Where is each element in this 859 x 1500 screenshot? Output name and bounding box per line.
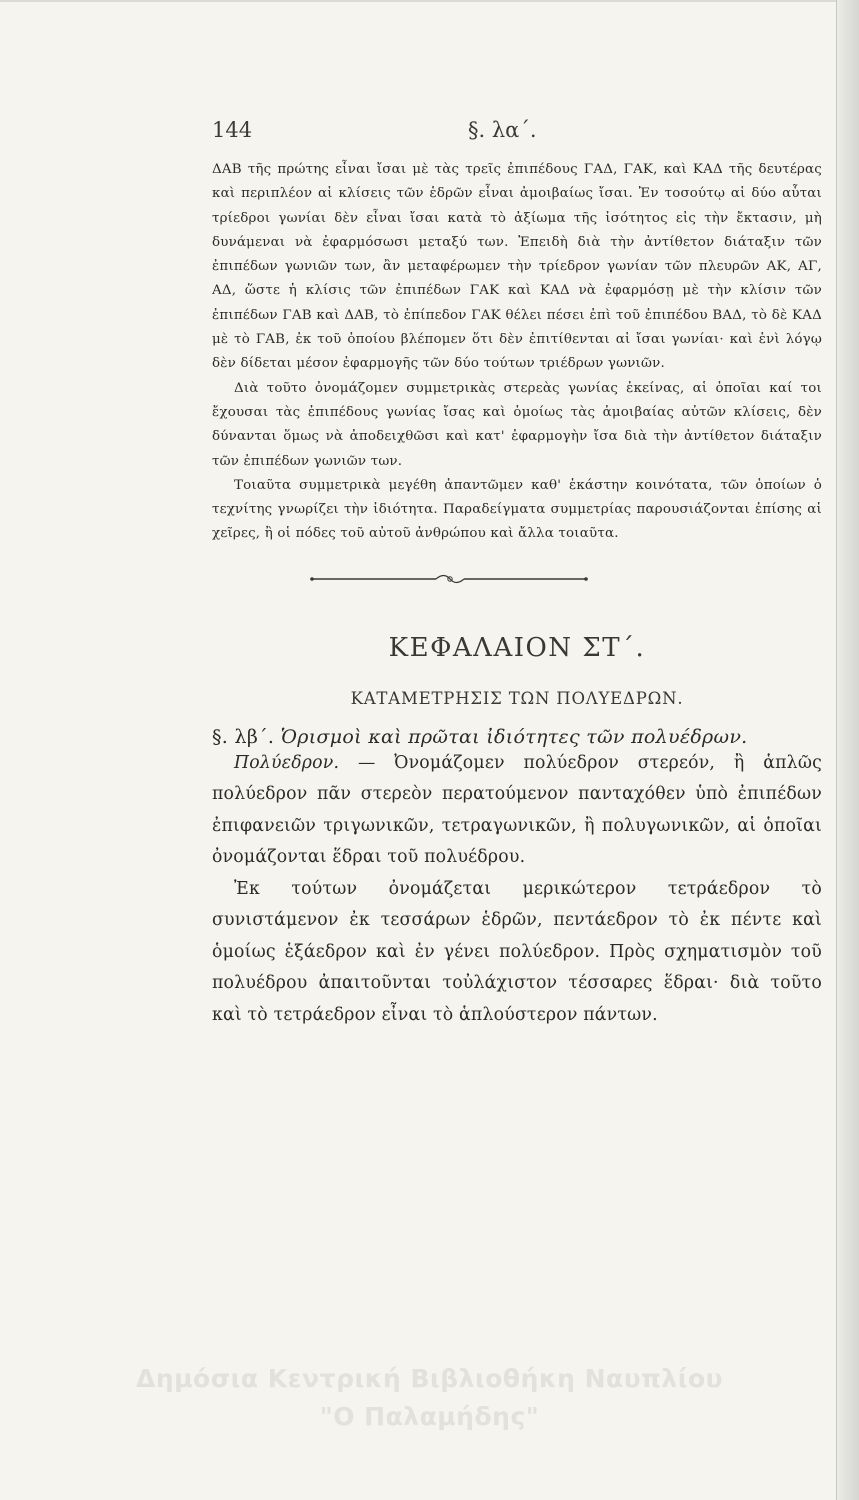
section-mark: §. λα΄. bbox=[468, 118, 537, 142]
page-top-edge bbox=[0, 0, 837, 2]
book-page bbox=[212, 118, 822, 1031]
page-number: 144 bbox=[212, 118, 253, 142]
library-watermark: Δημόσια Κεντρική Βιβλιοθήκη Ναυπλίου bbox=[135, 1364, 724, 1393]
chapter-subtitle: ΚΑΤΑΜΕΤΡΗΣΙΣ ΤΩΝ ΠΟΛΥΕΔΡΩΝ. bbox=[350, 688, 684, 708]
paragraph: Τοιαῦτα συμμετρικὰ μεγέθη ἀπαντῶμεν καθ' ἑκάστην κοινότατα, τῶν ὁποίων ὁ τεχνίτης γνωρίζει τὴν ἰδιότητα. Παραδείγματα συμμετρίας παρουσιάζονται ἐπίσης αἱ χεῖρες, ἢ οἱ πόδες τοῦ αὐτοῦ ἀνθρώπου καὶ ἄλλα τοιαῦτα. bbox=[212, 477, 822, 542]
section-heading bbox=[212, 726, 822, 748]
library-watermark: "Ο Παλαμήδης" bbox=[319, 1402, 540, 1431]
paragraph-text: Ἐκ τούτων ὀνομάζεται μερικώτερον τετράεδρον τὸ συνιστάμενον ἐκ τεσσάρων ἑδρῶν, πεντάεδρον τὸ ἐκ πέντε καὶ ὁμοίως ἑξάεδρον καὶ ἐν γένει πολύεδρον. Πρὸς σχηματισμὸν τοῦ πολυέδρου ἀπαιτοῦνται τοὐλάχιστον τέσσαρες ἕδραι· διὰ τοῦτο καὶ τὸ τετράεδρον εἶναι τὸ ἁπλούστερον πάντων. bbox=[212, 878, 822, 1025]
page-edge-shadow bbox=[837, 0, 859, 1500]
paragraph bbox=[212, 748, 822, 874]
term: Πολύεδρον. bbox=[234, 752, 340, 773]
paragraph-text: — Ὀνομάζομεν πολύεδρον στερεόν, ἢ ἁπλῶς πολύεδρον πᾶν στερεὸν περατούμενον πανταχόθεν ὑπὸ ἐπιπέδων ἐπιφανειῶν τριγωνικῶν, τετραγωνικῶν, ἢ πολυγωνικῶν, αἱ ὁποῖαι ὀνομάζονται ἕδραι τοῦ πολυέδρου. bbox=[212, 752, 822, 868]
ornament-divider bbox=[212, 569, 822, 593]
running-head bbox=[212, 118, 822, 158]
paragraph: Διὰ τοῦτο ὀνομάζομεν συμμετρικὰς στερεὰς γωνίας ἐκείνας, αἱ ὁποῖαι καί τοι ἔχουσαι τὰς ἐπιπέδους γωνίας ἴσας καὶ ὁμοίως τὰς ἀμοιβαίας αὐτῶν κλίσεις, δὲν δύνανται ὅμως νὰ ἀποδειχθῶσι καὶ κατ' ἐφαρμογὴν ἴσα διὰ τὴν ἀντίθετον διάταξιν τῶν ἐπιπέδων γωνιῶν των. bbox=[212, 380, 822, 469]
section-symbol: §. λβ΄. bbox=[212, 725, 275, 748]
chapter-title: ΚΕΦΑΛΑΙΟΝ ΣΤ΄. bbox=[388, 632, 646, 663]
section-heading-text: Ὁρισμοὶ καὶ πρῶται ἰδιότητες τῶν πολυέδρων. bbox=[280, 725, 748, 748]
paragraph: ΔΑΒ τῆς πρώτης εἶναι ἴσαι μὲ τὰς τρεῖς ἐπιπέδους ΓΑΔ, ΓΑΚ, καὶ ΚΑΔ τῆς δευτέρας καὶ περιπλέον αἱ κλίσεις τῶν ἑδρῶν εἶναι ἀμοιβαίως ἴσαι. Ἐν τοσούτῳ αἱ δύο αὗται τρίεδροι γωνίαι δὲν εἶναι ἴσαι κατὰ τὸ ἀξίωμα τῆς ἰσότητος εἰς τὴν ἔκτασιν, μὴ δυνάμεναι νὰ ἐφαρμόσωσι μεταξύ των. Ἐπειδὴ διὰ τὴν ἀντίθετον διάταξιν τῶν ἐπιπέδων γωνιῶν των, ἂν μεταφέρωμεν τὴν τρίεδρον γωνίαν τῶν πλευρῶν ΑΚ, ΑΓ, ΑΔ, ὥστε ἡ κλίσις τῶν ἐπιπέδων ΓΑΚ καὶ ΚΑΔ νὰ ἐφαρμόσῃ μὲ τὴν κλίσιν τῶν ἐπιπέδων ΓΑΒ καὶ ΔΑΒ, τὸ ἐπίπεδον ΓΑΚ θέλει πέσει ἐπὶ τοῦ ἐπιπέδου ΒΑΔ, τὸ δὲ ΚΑΔ μὲ τὸ ΓΑΒ, ἐκ τοῦ ὁποίου βλέπομεν ὅτι δὲν ἐπιτίθενται αἱ ἴσαι γωνίαι· καὶ ἑνὶ λόγῳ δὲν δίδεται μέσον ἐφαρμογῆς τῶν δύο τούτων τριέδρων γωνιῶν. bbox=[212, 162, 822, 372]
paragraph bbox=[212, 874, 822, 1032]
